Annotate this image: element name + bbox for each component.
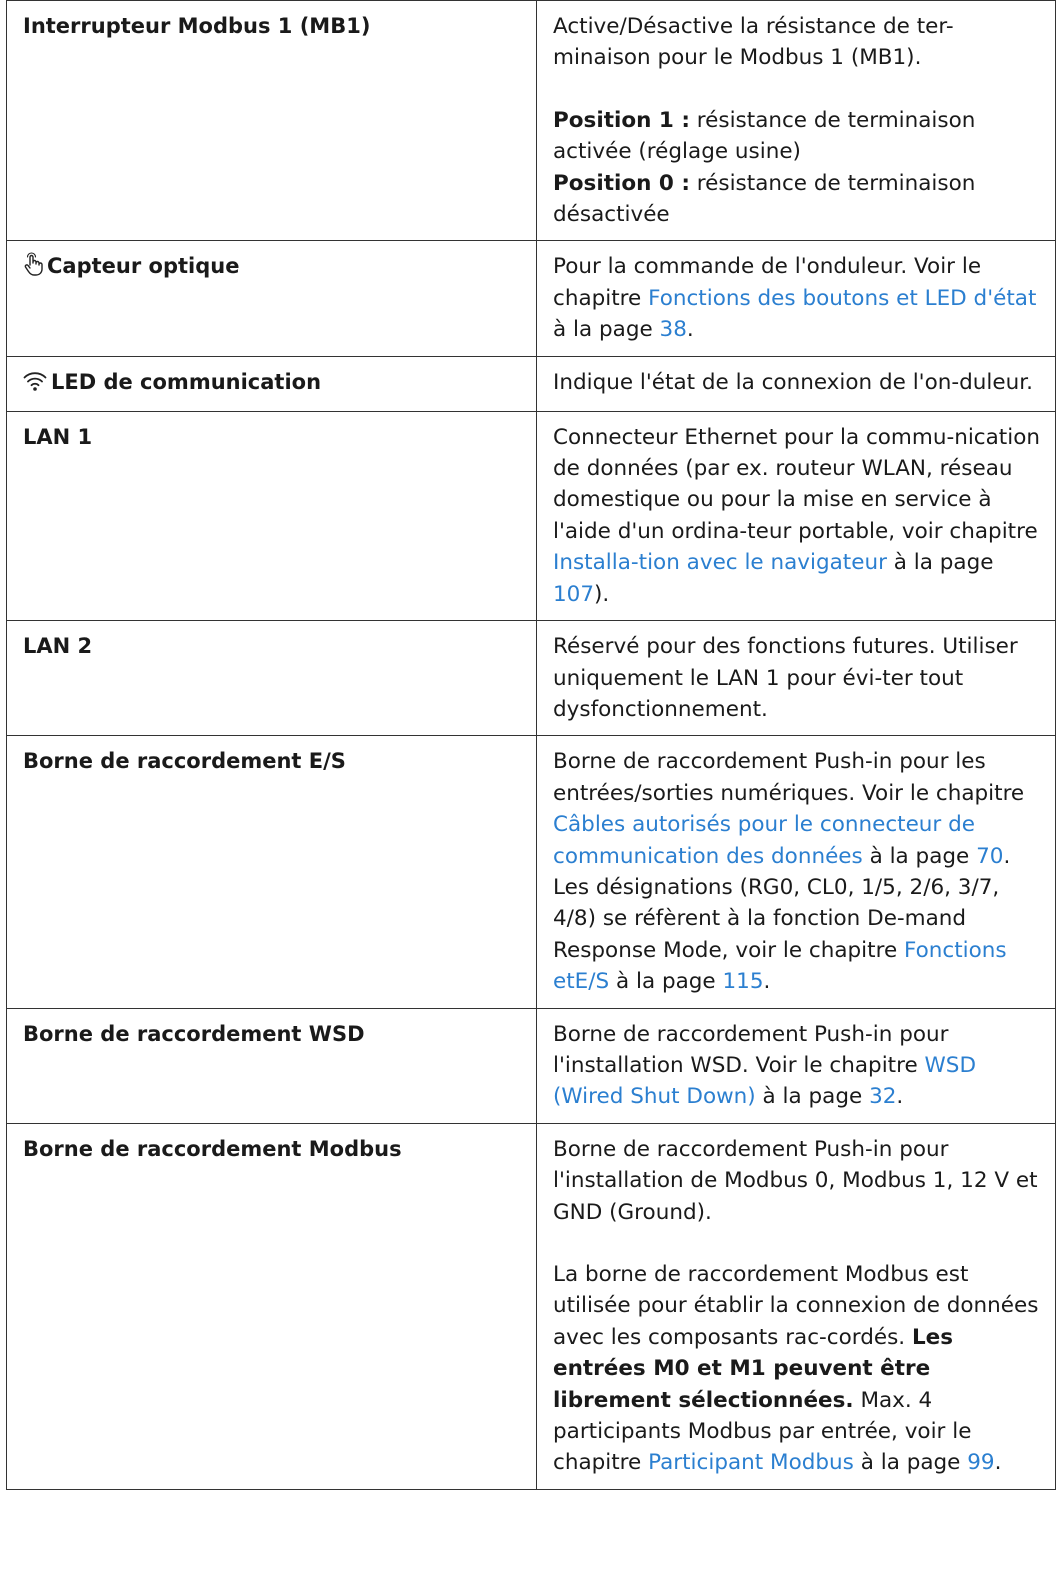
table-row	[7, 1, 1056, 241]
desc-text: .	[994, 1450, 1002, 1476]
desc-text: Borne de raccordement Push-in pour l'installation de Modbus 0, Modbus 1, 12 V et GND (Ground).	[553, 1136, 1038, 1225]
chapter-link[interactable]: WSD (Wired Shut Down)	[553, 1052, 977, 1110]
row-label-cell	[7, 736, 537, 1008]
row-label: Borne de raccordement WSD	[23, 1021, 365, 1046]
row-label-cell	[7, 1008, 537, 1123]
touch-hand-icon	[23, 252, 43, 285]
desc-text: Pour la commande de l'onduleur. Voir le chapitre	[553, 254, 982, 311]
row-label: Capteur optique	[47, 254, 240, 279]
table-row	[7, 621, 1056, 736]
desc-text: à la page	[609, 969, 723, 995]
desc-text: à la page	[862, 843, 977, 869]
desc-text: Réservé pour des fonctions futures. Utiliser uniquement le LAN 1 pour évi-ter tout dysfonctionnement.	[553, 634, 1018, 722]
desc-text: La borne de raccordement Modbus est utilisée pour établir la connexion de données avec les composants rac-cordés.	[553, 1262, 1039, 1350]
desc-text: Connecteur Ethernet pour la commu-nication de données (par ex. routeur WLAN, réseau domestique ou pour la mise en service à l'aide d'un ordina-teur portable, voir chapitre	[553, 424, 1040, 544]
table-row	[7, 1123, 1056, 1489]
desc-text: Indique l'état de la connexion de l'on-duleur.	[553, 369, 1033, 395]
desc-text: Max. 4 participants Modbus par entrée, voir le chapitre	[553, 1387, 972, 1476]
row-label: Interrupteur Modbus 1 (MB1)	[23, 14, 371, 38]
desc-text: Active/Désactive la résistance de ter-minaison pour le Modbus 1 (MB1).	[553, 14, 954, 71]
table-row	[7, 736, 1056, 1008]
desc-text: à la page	[553, 317, 660, 343]
desc-text: .	[763, 969, 771, 995]
wifi-signal-icon	[23, 370, 47, 401]
row-label: Borne de raccordement E/S	[23, 749, 346, 774]
row-desc-cell	[537, 1123, 1056, 1489]
row-label-cell	[7, 411, 537, 620]
row-label-cell	[7, 241, 537, 356]
row-desc-cell	[537, 356, 1056, 411]
row-desc-cell	[537, 1, 1056, 241]
desc-bold-text: Les entrées M0 et M1 peuvent être librement sélectionnées.	[553, 1324, 954, 1413]
table-row	[7, 1008, 1056, 1123]
desc-text: .	[1003, 843, 1011, 869]
desc-text: .	[896, 1084, 904, 1110]
paragraph-gap	[553, 1228, 1041, 1259]
chapter-link[interactable]: Participant Modbus	[648, 1450, 854, 1476]
row-label: LAN 2	[23, 634, 93, 659]
row-label-cell	[7, 1, 537, 241]
desc-text: Les désignations (RG0, CL0, 1/5, 2/6, 3/7, 4/8) se réfèrent à la fonction De-mand Response Mode, voir le chapitre	[553, 874, 1000, 963]
chapter-link[interactable]: Fonctions des boutons et LED d'état	[648, 285, 1037, 311]
desc-text: à la page	[853, 1450, 968, 1476]
position-1-label: Position 1 :	[553, 107, 690, 133]
row-desc-cell	[537, 241, 1056, 356]
page-link[interactable]: 115	[722, 969, 764, 995]
row-label: LAN 1	[23, 424, 93, 449]
desc-text: ).	[594, 581, 610, 607]
desc-text: Borne de raccordement Push-in pour les entrées/sorties numériques. Voir le chapitre	[553, 749, 1025, 806]
chapter-link[interactable]: Câbles autorisés pour le connecteur de communication des données	[553, 812, 975, 869]
position-0-text: résistance de terminaison désactivée	[553, 170, 976, 228]
table-row	[7, 356, 1056, 411]
desc-text: Borne de raccordement Push-in pour l'installation WSD. Voir le chapitre	[553, 1021, 949, 1078]
desc-text: à la page	[755, 1084, 870, 1110]
row-desc-cell	[537, 1008, 1056, 1123]
chapter-link[interactable]: Installa-tion avec le navigateur	[553, 550, 887, 576]
row-label-cell	[7, 1123, 537, 1489]
position-1-text: résistance de terminaison activée (réglage usine)	[553, 107, 976, 165]
page-link[interactable]: 32	[869, 1084, 897, 1110]
spec-table	[6, 0, 1056, 1490]
row-label-cell	[7, 621, 537, 736]
row-desc-cell	[537, 621, 1056, 736]
page-link[interactable]: 70	[976, 843, 1004, 869]
chapter-link[interactable]: Fonctions etE/S	[553, 937, 1007, 995]
table-row	[7, 241, 1056, 356]
row-label-cell	[7, 356, 537, 411]
page-link[interactable]: 99	[967, 1450, 995, 1476]
paragraph-gap	[553, 74, 1041, 105]
table-row	[7, 411, 1056, 620]
row-label: LED de communication	[51, 369, 322, 394]
row-label: Borne de raccordement Modbus	[23, 1136, 402, 1161]
desc-text: .	[686, 317, 694, 343]
position-0-label: Position 0 :	[553, 170, 690, 196]
page-link[interactable]: 38	[659, 317, 687, 343]
page-link[interactable]: 107	[553, 581, 595, 607]
row-desc-cell	[537, 411, 1056, 620]
desc-text: à la page	[886, 550, 994, 576]
row-desc-cell	[537, 736, 1056, 1008]
